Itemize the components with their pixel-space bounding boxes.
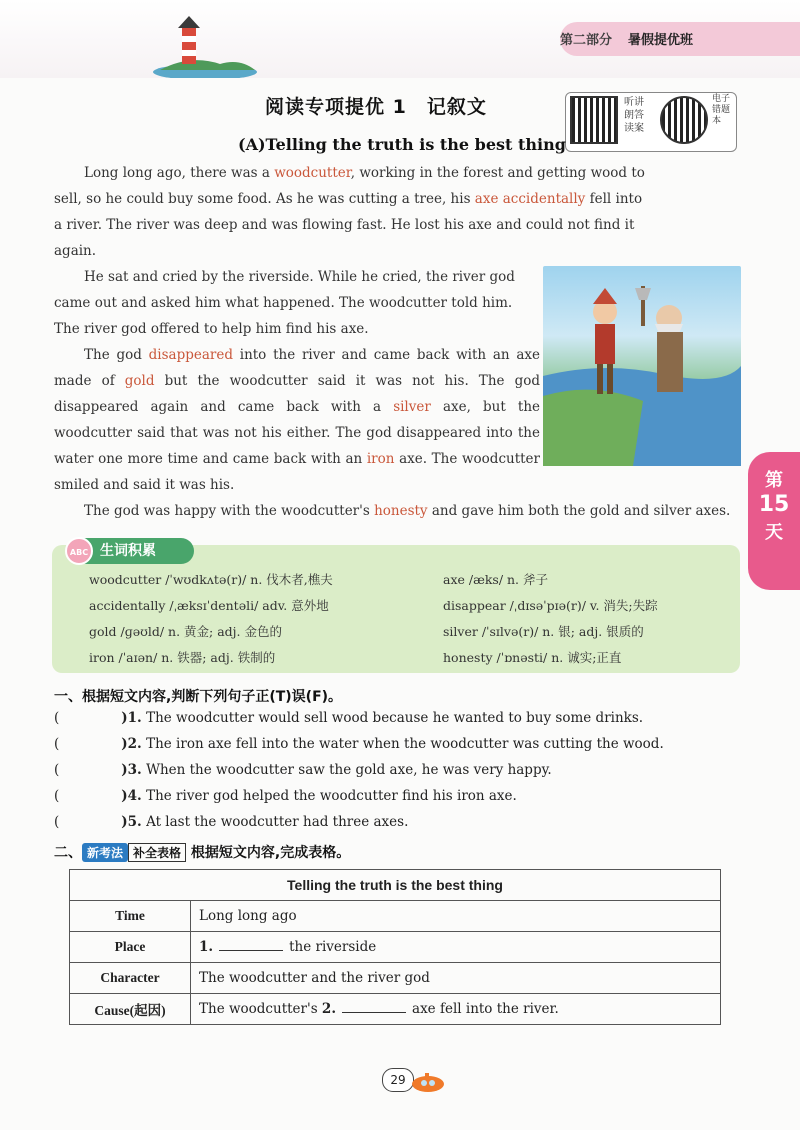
story-paragraph-4 xyxy=(54,498,744,524)
question-text: The iron axe fell into the water when the woodcutter was cutting the wood. xyxy=(146,736,664,752)
row-label: Cause(起因) xyxy=(70,994,191,1025)
story-text: The god was happy with the woodcutter's xyxy=(84,503,375,519)
qr-left-label: 听讲朗答读案 xyxy=(624,97,644,134)
row-label: Time xyxy=(70,901,191,932)
question-text: The woodcutter would sell wood because he wanted to buy some drinks. xyxy=(146,710,644,726)
part-label: 第二部分 xyxy=(560,33,613,48)
question-text: The river god helped the woodcutter find his iron axe. xyxy=(146,788,517,804)
row-value: Long long ago xyxy=(191,901,721,932)
vocab-highlight: silver xyxy=(393,399,431,415)
vocab-entry: silver /ˈsɪlvə(r)/ n. 银; adj. 银质的 xyxy=(443,624,644,639)
question-row: ( )1. The woodcutter would sell wood because he wanted to buy some drinks. xyxy=(54,710,644,726)
story-text: Long long ago, there was a xyxy=(84,165,275,181)
story-text: axe, but the woodcutter said that was not his either. The god disappeared into the water one more time and came back with an xyxy=(54,399,540,467)
question-text: When the woodcutter saw the gold axe, he was very happy. xyxy=(146,762,552,778)
page-title: 阅读专项提优 1 记叙文 xyxy=(265,96,487,118)
table-title: Telling the truth is the best thing xyxy=(70,870,721,901)
new-exam-badge: 新考法 xyxy=(82,843,128,862)
answer-blank[interactable] xyxy=(219,950,283,951)
answer-blank[interactable] xyxy=(342,1012,406,1013)
vocab-highlight: gold xyxy=(124,373,155,389)
question-number: )1. xyxy=(121,710,142,726)
story-text: fell into a river. The river was deep and was flowing fast. He lost his axe and could not find it again. xyxy=(54,191,643,259)
blank-number: 1. xyxy=(199,939,214,955)
submarine-icon xyxy=(404,1072,446,1094)
vocab-heading xyxy=(69,538,194,564)
table-row xyxy=(70,963,721,994)
qr-code-left[interactable] xyxy=(570,96,618,144)
question-number: )4. xyxy=(121,788,142,804)
story-text: The god xyxy=(84,347,149,363)
blank-number: 2. xyxy=(321,1001,337,1017)
section2-heading xyxy=(54,842,350,862)
vocab-highlight: disappeared xyxy=(148,347,233,363)
table-row xyxy=(70,932,721,963)
story-text: into the river and came back with an axe made of xyxy=(54,347,540,389)
story-text: but the woodcutter said it was not his. The god disappeared again and came back with a xyxy=(54,373,540,415)
story-illustration xyxy=(543,266,741,466)
row-text: The woodcutter's xyxy=(199,1001,318,1017)
vocab-highlight: woodcutter xyxy=(274,165,351,181)
question-text: At last the woodcutter had three axes. xyxy=(146,814,409,830)
piggy-bank-icon xyxy=(64,536,94,566)
question-number: )5. xyxy=(121,814,142,830)
row-value xyxy=(191,932,721,963)
class-label: 暑假提优班 xyxy=(628,33,694,48)
qr-code-right[interactable] xyxy=(660,96,708,144)
question-row: ( )2. The iron axe fell into the water when the woodcutter was cutting the wood. xyxy=(54,736,664,752)
question-row: ( )5. At last the woodcutter had three axes. xyxy=(54,814,409,830)
vocab-entry: disappear /ˌdɪsəˈpɪə(r)/ v. 消失;失踪 xyxy=(443,598,658,613)
svg-text:ABC: ABC xyxy=(69,548,89,557)
vocab-highlight: iron xyxy=(366,451,395,467)
row-label: Place xyxy=(70,932,191,963)
row-value: The woodcutter and the river god xyxy=(191,963,721,994)
vocab-entry: iron /ˈaɪən/ n. 铁器; adj. 铁制的 xyxy=(89,650,276,665)
row-value xyxy=(191,994,721,1025)
vocab-entry: accidentally /ˌæksɪˈdentəli/ adv. 意外地 xyxy=(89,598,329,613)
story-paragraph-3 xyxy=(54,342,540,498)
section2-prefix: 二、 xyxy=(54,845,82,861)
question-row: ( )3. When the woodcutter saw the gold axe, he was very happy. xyxy=(54,762,552,778)
story-text: , working in the forest and getting wood to sell, so he could buy some food. As he was cutting a tree, his xyxy=(54,165,645,207)
vocab-entry: woodcutter /ˈwʊdkʌtə(r)/ n. 伐木者,樵夫 xyxy=(89,572,333,587)
day-tab xyxy=(748,452,800,590)
story-text: axe. The woodcutter smiled and said it was his. xyxy=(54,451,540,493)
story-paragraph-1 xyxy=(54,160,654,264)
question-row: ( )4. The river god helped the woodcutter find his iron axe. xyxy=(54,788,517,804)
fill-table-badge: 补全表格 xyxy=(128,843,186,862)
day-tab-top: 第 xyxy=(765,470,783,491)
story-text: He sat and cried by the riverside. While he cried, the river god came out and asked him what happened. The woodcutter told him. The river god offered to help him find his axe. xyxy=(54,269,515,337)
page-number: 29 xyxy=(382,1068,414,1092)
vocab-highlight: honesty xyxy=(374,503,428,519)
vocab-entry: axe /æks/ n. 斧子 xyxy=(443,572,549,587)
story-title: (A)Telling the truth is the best thing xyxy=(238,135,566,154)
section1-heading: 一、根据短文内容,判断下列句子正(T)误(F)。 xyxy=(54,689,343,705)
table-row xyxy=(70,994,721,1025)
section2-text: 根据短文内容,完成表格。 xyxy=(190,845,351,861)
row-text: the riverside xyxy=(289,939,377,955)
vocab-highlight: accidentally xyxy=(502,191,586,207)
vocab-entry: honesty /ˈɒnəsti/ n. 诚实;正直 xyxy=(443,650,622,665)
day-tab-bottom: 天 xyxy=(765,522,783,543)
lighthouse-icon xyxy=(150,14,260,78)
story-paragraph-2 xyxy=(54,264,536,342)
table-row xyxy=(70,901,721,932)
day-tab-number: 15 xyxy=(758,492,790,517)
qr-right-label: 电子错题本 xyxy=(712,94,731,126)
story-text: and gave him both the gold and silver axes. xyxy=(427,503,731,519)
row-text: axe fell into the river. xyxy=(412,1001,559,1017)
info-table xyxy=(69,869,721,1025)
question-number: )3. xyxy=(121,762,142,778)
vocab-heading-text: 生词积累 xyxy=(100,543,156,559)
vocab-highlight: axe xyxy=(474,191,499,207)
woodcutter-illustration-icon xyxy=(543,266,741,466)
row-label: Character xyxy=(70,963,191,994)
vocab-entry: gold /ɡəʊld/ n. 黄金; adj. 金色的 xyxy=(89,624,283,639)
question-number: )2. xyxy=(121,736,142,752)
